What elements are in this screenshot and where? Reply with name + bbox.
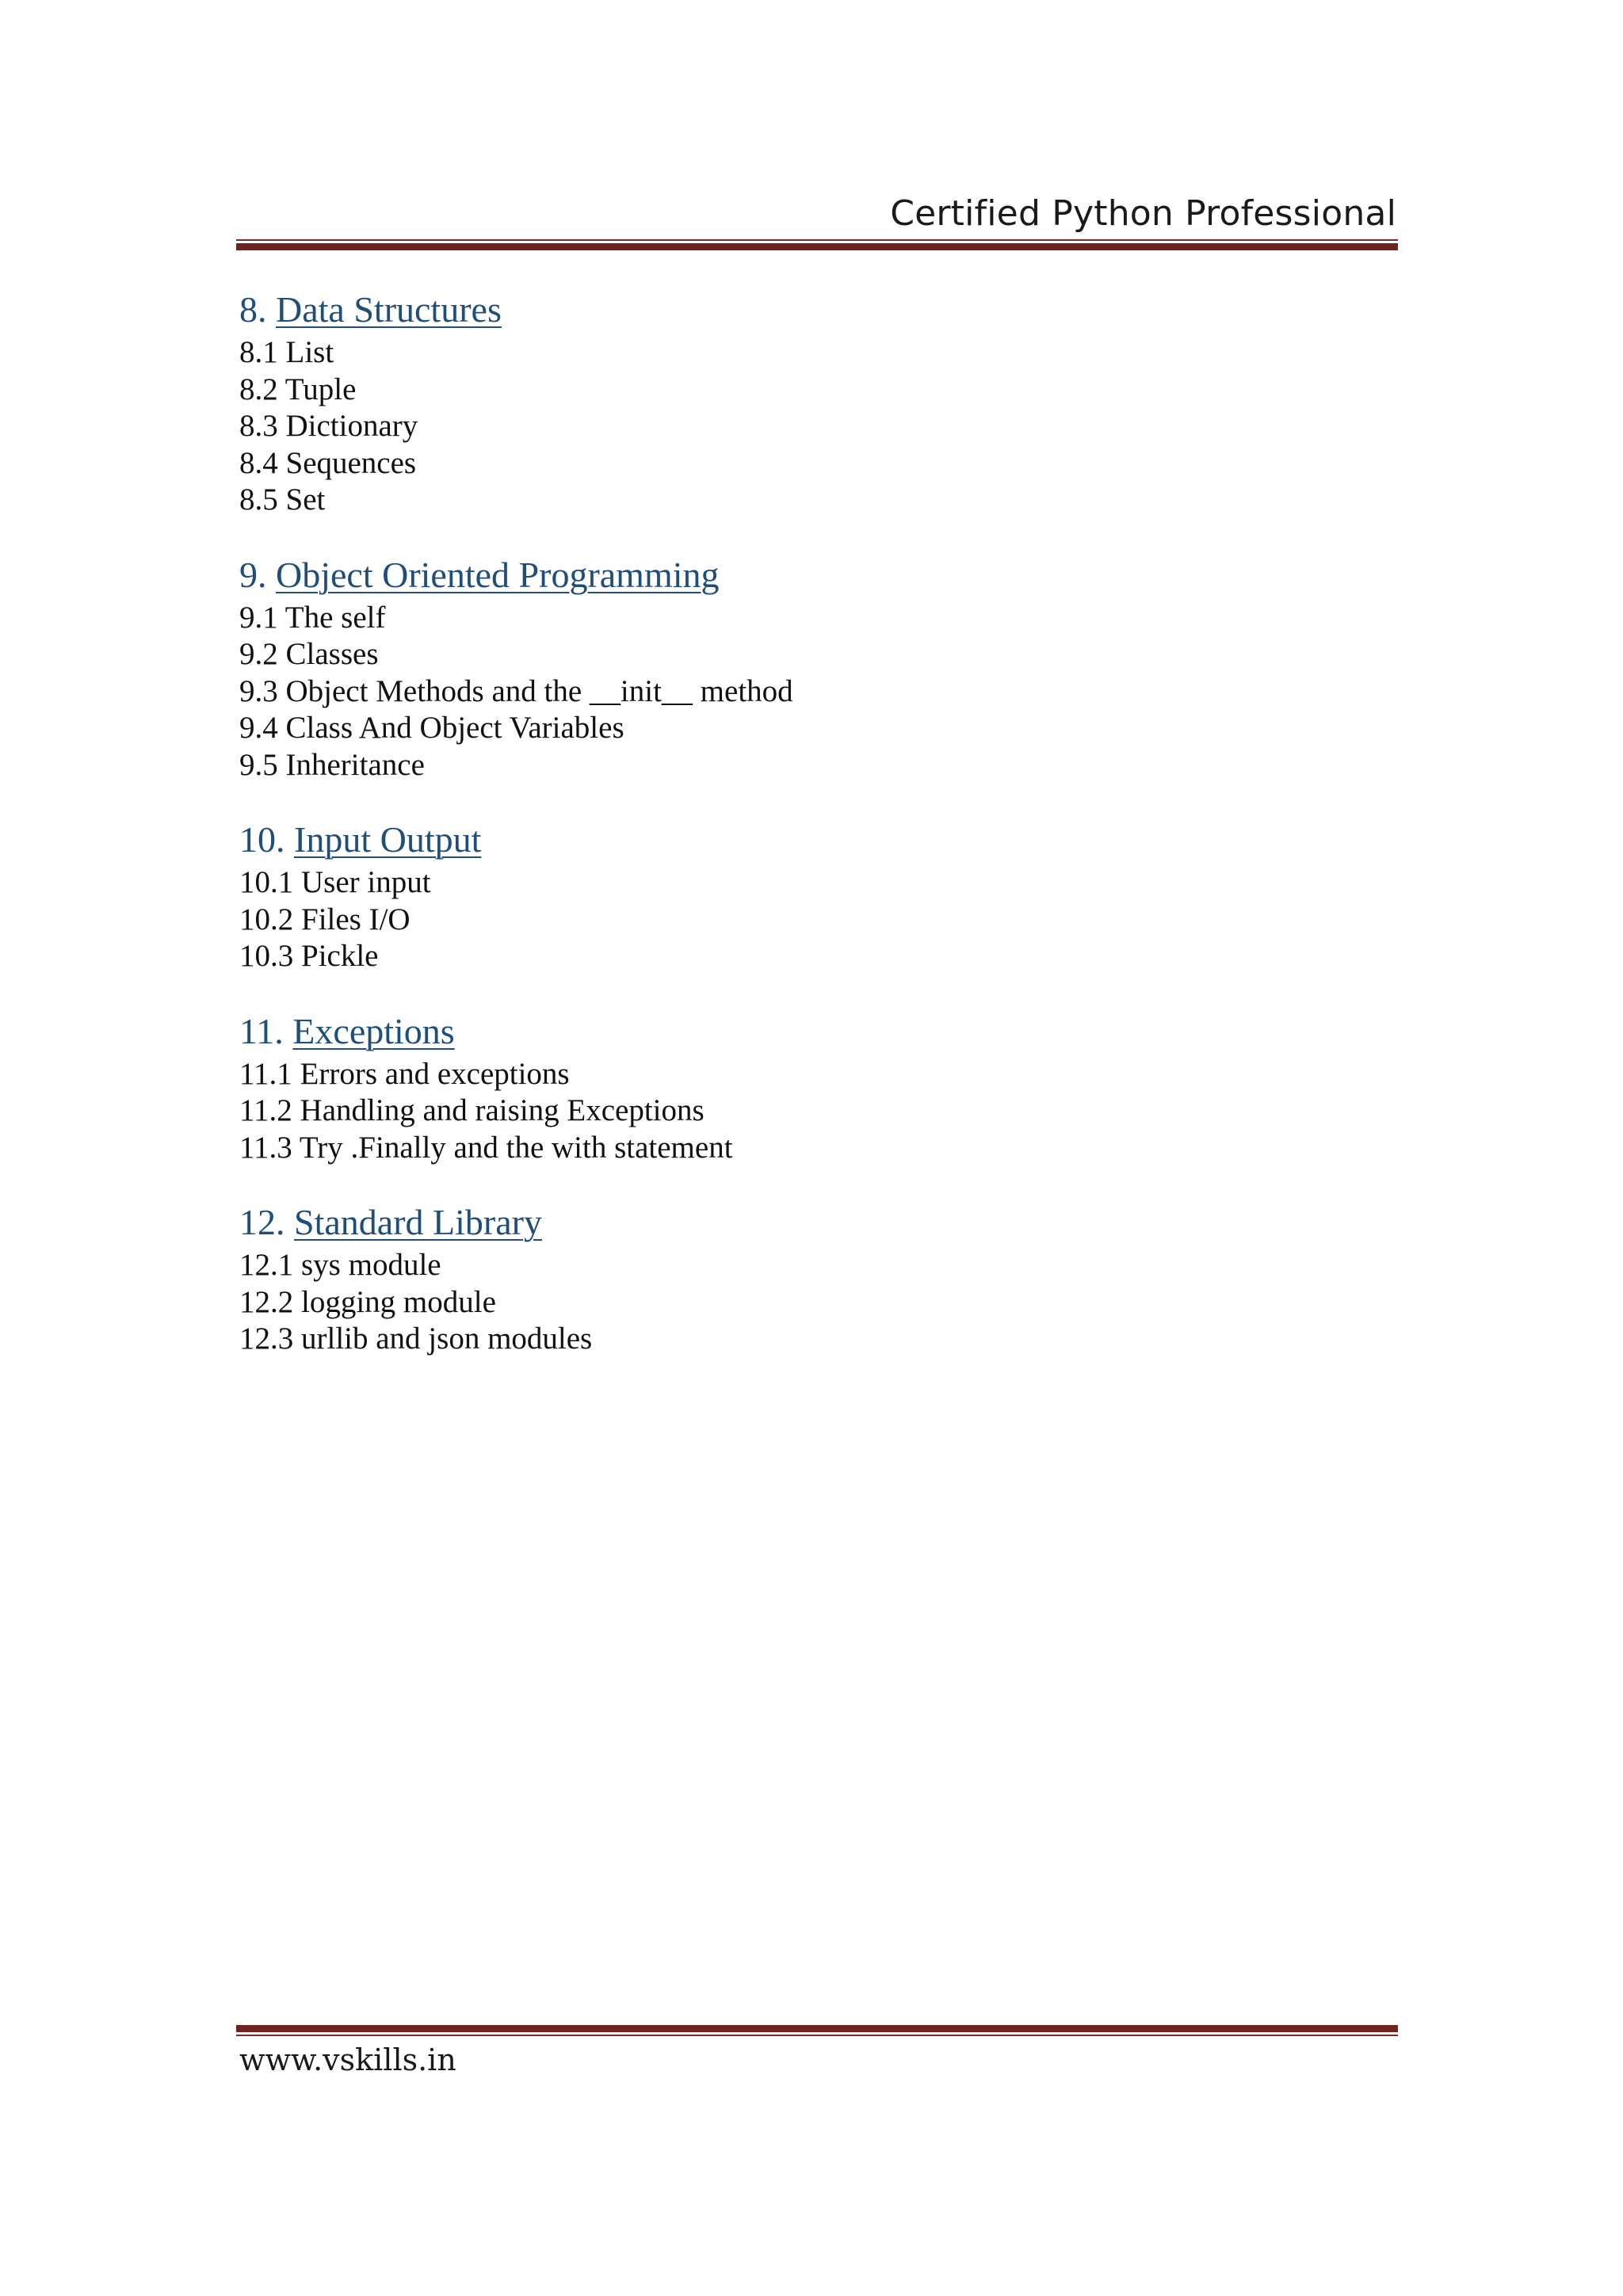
toc-item: 10.2 Files I/O — [239, 902, 411, 936]
toc-item: 9.5 Inheritance — [239, 747, 425, 782]
section-number: 11. — [239, 1010, 284, 1051]
section-heading[interactable] — [239, 1007, 1349, 1056]
toc-section-object-oriented-programming — [239, 551, 1349, 784]
toc-item: 8.2 Tuple — [239, 372, 357, 406]
toc-item: 8.1 List — [239, 335, 334, 369]
section-heading[interactable] — [239, 815, 1349, 864]
toc-item: 12.1 sys module — [239, 1248, 441, 1282]
toc-section-standard-library — [239, 1198, 1349, 1358]
section-title-link[interactable]: Data Structures — [276, 289, 502, 330]
toc-item: 9.1 The self — [239, 600, 386, 635]
section-number: 8. — [239, 289, 267, 330]
toc-item: 12.2 logging module — [239, 1284, 496, 1319]
section-title-link[interactable]: Input Output — [294, 819, 482, 860]
toc-item: 12.3 urllib and json modules — [239, 1322, 593, 1356]
toc-section-input-output — [239, 815, 1349, 975]
section-title-link[interactable]: Object Oriented Programming — [276, 554, 720, 595]
toc-item: 10.1 User input — [239, 865, 431, 899]
footer-url: www.vskills.in — [239, 2042, 456, 2077]
toc-item: 8.3 Dictionary — [239, 409, 418, 443]
toc-section-data-structures — [239, 285, 1349, 519]
section-number: 10. — [239, 819, 285, 860]
section-title-link[interactable]: Exceptions — [292, 1010, 455, 1051]
section-title-link[interactable]: Standard Library — [294, 1202, 542, 1242]
toc-item: 9.4 Class And Object Variables — [239, 711, 624, 745]
toc-item: 10.3 Pickle — [239, 939, 379, 973]
footer-rule — [236, 2025, 1398, 2036]
toc-item: 9.2 Classes — [239, 637, 379, 671]
section-heading[interactable] — [239, 1198, 1349, 1247]
header-title: Certified Python Professional — [890, 193, 1396, 234]
section-number: 12. — [239, 1202, 285, 1242]
toc-item: 8.4 Sequences — [239, 445, 417, 480]
toc-item: 11.2 Handling and raising Exceptions — [239, 1093, 705, 1127]
toc-item: 11.3 Try .Finally and the with statement — [239, 1130, 733, 1165]
toc-item: 8.5 Set — [239, 482, 326, 517]
toc-item: 9.3 Object Methods and the __init__ method — [239, 673, 793, 708]
toc-section-exceptions — [239, 1007, 1349, 1167]
toc-item: 11.1 Errors and exceptions — [239, 1056, 570, 1091]
table-of-contents — [239, 285, 1349, 1390]
section-number: 9. — [239, 554, 267, 595]
section-heading[interactable] — [239, 285, 1349, 334]
header-rule — [236, 239, 1398, 250]
section-heading[interactable] — [239, 551, 1349, 600]
